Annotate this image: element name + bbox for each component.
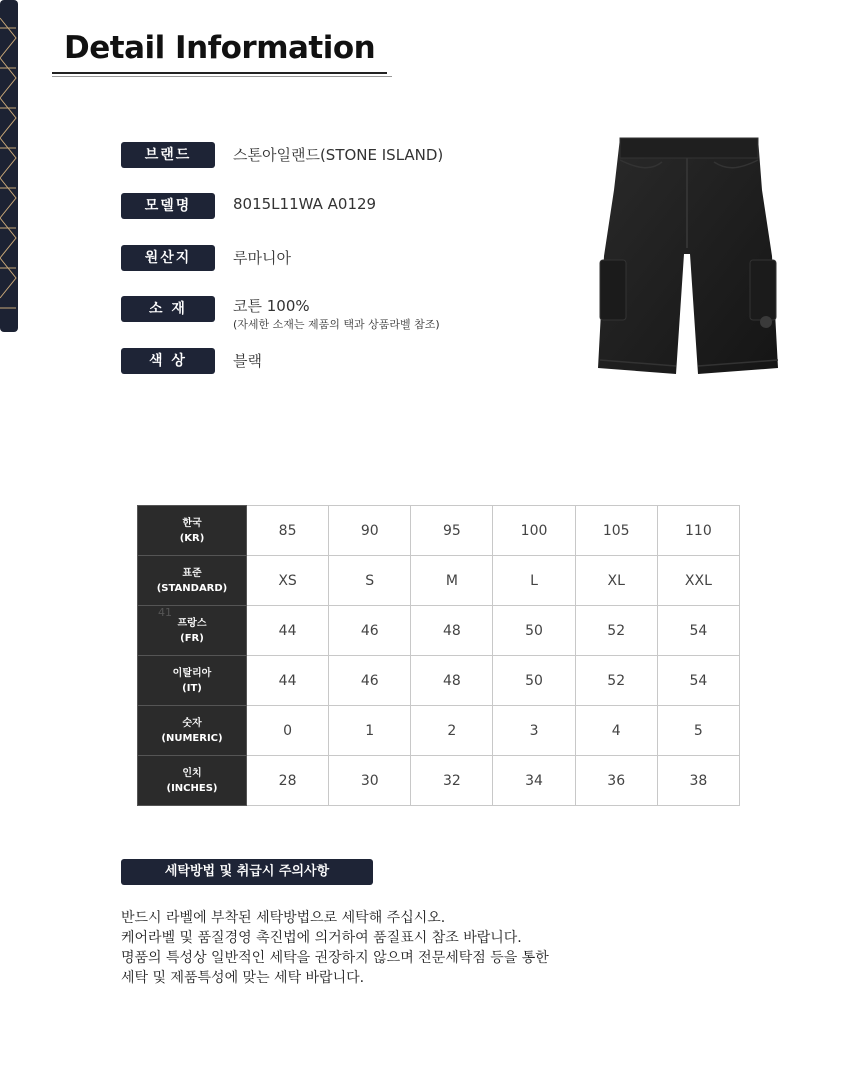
row-header-label: 이탈리아 — [172, 667, 212, 679]
table-cell: 44 — [247, 606, 329, 656]
page-title: Detail Information — [64, 30, 376, 66]
table-cell: 0 — [247, 706, 329, 756]
title-underline-thin — [52, 76, 392, 77]
table-cell: L — [493, 556, 575, 606]
table-row — [138, 656, 740, 706]
care-line: 세탁 및 제품특성에 맞는 세탁 바랍니다. — [121, 970, 365, 986]
product-image — [590, 130, 785, 382]
table-cell: 46 — [329, 606, 411, 656]
table-cell: 54 — [657, 606, 739, 656]
row-header-label: 인치 — [182, 767, 202, 779]
table-cell: 34 — [493, 756, 575, 806]
table-cell: 3 — [493, 706, 575, 756]
row-header-sub: (FR) — [180, 632, 204, 644]
table-row — [138, 556, 740, 606]
table-cell: 38 — [657, 756, 739, 806]
table-cell: 100 — [493, 506, 575, 556]
material-note: (자세한 소재는 제품의 택과 상품라벨 참조) — [233, 318, 440, 331]
table-cell: 2 — [411, 706, 493, 756]
row-header-label: 프랑스 — [177, 617, 207, 629]
table-cell: 32 — [411, 756, 493, 806]
size-table — [137, 505, 740, 806]
table-cell: 54 — [657, 656, 739, 706]
stray-number: 41 — [158, 606, 172, 619]
care-title: 세탁방법 및 취급시 주의사항 — [121, 859, 373, 885]
side-decoration — [0, 0, 18, 332]
table-cell: 50 — [493, 606, 575, 656]
row-header-sub: (NUMERIC) — [161, 732, 223, 744]
table-cell: 5 — [657, 706, 739, 756]
table-cell: 44 — [247, 656, 329, 706]
row-header-sub: (INCHES) — [166, 782, 218, 794]
color-label: 색 상 — [121, 348, 215, 374]
table-cell: 46 — [329, 656, 411, 706]
table-cell: 4 — [575, 706, 657, 756]
table-cell: 48 — [411, 656, 493, 706]
model-value: 8015L11WA A0129 — [233, 195, 377, 213]
row-header-label: 한국 — [182, 517, 202, 529]
table-cell: 105 — [575, 506, 657, 556]
color-value: 블랙 — [233, 352, 262, 370]
origin-label: 원산지 — [121, 245, 215, 271]
table-cell: 30 — [329, 756, 411, 806]
material-value: 코튼 100% — [233, 297, 310, 315]
table-row — [138, 506, 740, 556]
table-cell: 52 — [575, 606, 657, 656]
row-header-label: 숫자 — [182, 717, 202, 729]
table-cell: XS — [247, 556, 329, 606]
row-header — [138, 556, 247, 606]
row-header — [138, 506, 247, 556]
brand-value: 스톤아일랜드(STONE ISLAND) — [233, 146, 444, 164]
row-header — [138, 656, 247, 706]
table-cell: 1 — [329, 706, 411, 756]
table-cell: XXL — [657, 556, 739, 606]
table-cell: S — [329, 556, 411, 606]
table-cell: M — [411, 556, 493, 606]
table-cell: 36 — [575, 756, 657, 806]
table-row — [138, 756, 740, 806]
care-line: 명품의 특성상 일반적인 세탁을 권장하지 않으며 전문세탁점 등을 통한 — [121, 950, 549, 966]
table-cell: 95 — [411, 506, 493, 556]
table-cell: 28 — [247, 756, 329, 806]
row-header-sub: (KR) — [179, 532, 205, 544]
care-text — [121, 908, 549, 988]
material-label: 소 재 — [121, 296, 215, 322]
title-underline — [52, 72, 387, 74]
table-cell: XL — [575, 556, 657, 606]
row-header-sub: (IT) — [182, 682, 202, 694]
table-cell: 52 — [575, 656, 657, 706]
row-header — [138, 606, 247, 656]
origin-value: 루마니아 — [233, 249, 291, 267]
row-header — [138, 706, 247, 756]
row-header-sub: (STANDARD) — [156, 582, 228, 594]
row-header — [138, 756, 247, 806]
table-cell: 90 — [329, 506, 411, 556]
table-row — [138, 606, 740, 656]
brand-label: 브랜드 — [121, 142, 215, 168]
table-cell: 110 — [657, 506, 739, 556]
model-label: 모델명 — [121, 193, 215, 219]
row-header-label: 표준 — [182, 567, 202, 579]
care-line: 케어라벨 및 품질경영 촉진법에 의거하여 품질표시 참조 바랍니다. — [121, 930, 522, 946]
table-cell: 85 — [247, 506, 329, 556]
table-row — [138, 706, 740, 756]
table-cell: 48 — [411, 606, 493, 656]
table-cell: 50 — [493, 656, 575, 706]
care-line: 반드시 라벨에 부착된 세탁방법으로 세탁해 주십시오. — [121, 910, 446, 926]
